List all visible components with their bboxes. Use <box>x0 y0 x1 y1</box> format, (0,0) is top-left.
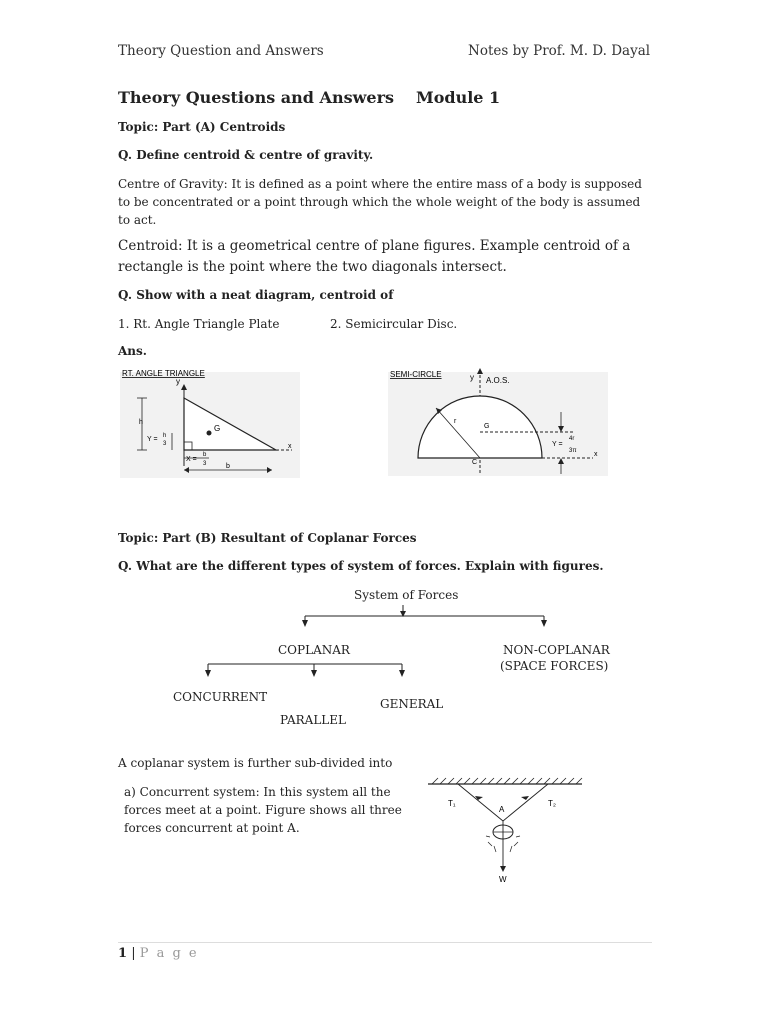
page-label: P a g e <box>139 946 199 961</box>
triangle-b-label: b <box>226 463 230 470</box>
semicircle-c-label: C <box>472 459 478 466</box>
tree-parallel: PARALLEL <box>280 713 347 727</box>
triangle-h-num: h <box>163 433 167 439</box>
lamp-t1-label: T₁ <box>448 799 456 808</box>
semicircle-figure <box>388 366 608 476</box>
semicircle-aos-label: A.O.S. <box>486 376 510 385</box>
list-item-triangle: 1. Rt. Angle Triangle Plate <box>118 317 280 331</box>
question-show-diagram: Q. Show with a neat diagram, centroid of <box>118 288 394 302</box>
semicircle-ybar-den: 3π <box>569 448 577 454</box>
triangle-g-label: G <box>214 424 221 433</box>
lamp-t2-label: T₂ <box>548 799 556 808</box>
footer-rule <box>118 942 652 943</box>
triangle-b-den: 3 <box>203 461 207 467</box>
lamp-w-label: W <box>499 875 507 884</box>
triangle-x-label: x <box>288 443 292 450</box>
module-label: Module 1 <box>416 88 501 107</box>
semicircle-title: SEMI-CIRCLE <box>390 370 442 379</box>
triangle-figure <box>120 366 300 478</box>
page-title: Theory Questions and Answers <box>118 88 394 107</box>
tree-noncoplanar: NON-COPLANAR <box>503 643 610 657</box>
triangle-title: RT. ANGLE TRIANGLE <box>122 369 205 378</box>
tree-root: System of Forces <box>354 588 459 602</box>
header-right: Notes by Prof. M. D. Dayal <box>468 43 651 59</box>
concurrent-text: a) Concurrent system: In this system all the forces meet at a point. Figure shows all three forces concurrent at point A. <box>124 785 402 835</box>
tree-concurrent: CONCURRENT <box>173 690 268 704</box>
triangle-y-label: y <box>176 377 180 386</box>
topic-part-b: Topic: Part (B) Resultant of Coplanar Forces <box>118 531 417 545</box>
semicircle-x-label: x <box>594 451 598 458</box>
lamp-a-label: A <box>499 805 505 814</box>
tree-space-forces: (SPACE FORCES) <box>500 659 609 673</box>
page-number: 1 <box>118 946 128 961</box>
question-define-centroid: Q. Define centroid & centre of gravity. <box>118 148 374 162</box>
footer <box>118 946 199 961</box>
semicircle-ybar-label: Y = <box>552 441 563 448</box>
answer-label: Ans. <box>118 344 147 358</box>
cog-definition: Centre of Gravity: It is defined as a point where the entire mass of a body is supposed to be concentrated or a point through which the whole weight of the body is assumed to act. <box>118 177 642 227</box>
concurrent-figure <box>420 776 590 886</box>
tree-coplanar: COPLANAR <box>278 643 350 657</box>
triangle-xbar-label: X = <box>186 456 197 463</box>
semicircle-g-label: G <box>484 423 490 430</box>
triangle-ybar-label: Y = <box>147 436 158 443</box>
subdivided-text: A coplanar system is further sub-divided into <box>118 756 393 770</box>
header-left: Theory Question and Answers <box>118 43 324 59</box>
centroid-definition: Centroid: It is a geometrical centre of plane figures. Example centroid of a rectangle is the point where the two diagonals intersect. <box>118 238 631 275</box>
triangle-centroid-dot <box>207 431 212 436</box>
topic-part-a: Topic: Part (A) Centroids <box>118 120 286 134</box>
semicircle-r-label: r <box>454 418 457 425</box>
triangle-h-label: h <box>139 419 143 426</box>
tree-general: GENERAL <box>380 697 444 711</box>
triangle-b-num: b <box>203 452 207 458</box>
semicircle-y-label: y <box>470 373 474 382</box>
semicircle-ybar-num: 4r <box>569 436 575 442</box>
footer-separator: | <box>131 946 136 961</box>
list-item-semicircle: 2. Semicircular Disc. <box>330 317 458 331</box>
question-force-systems: Q. What are the different types of system of forces. Explain with figures. <box>118 559 604 573</box>
triangle-h-den: 3 <box>163 441 167 447</box>
